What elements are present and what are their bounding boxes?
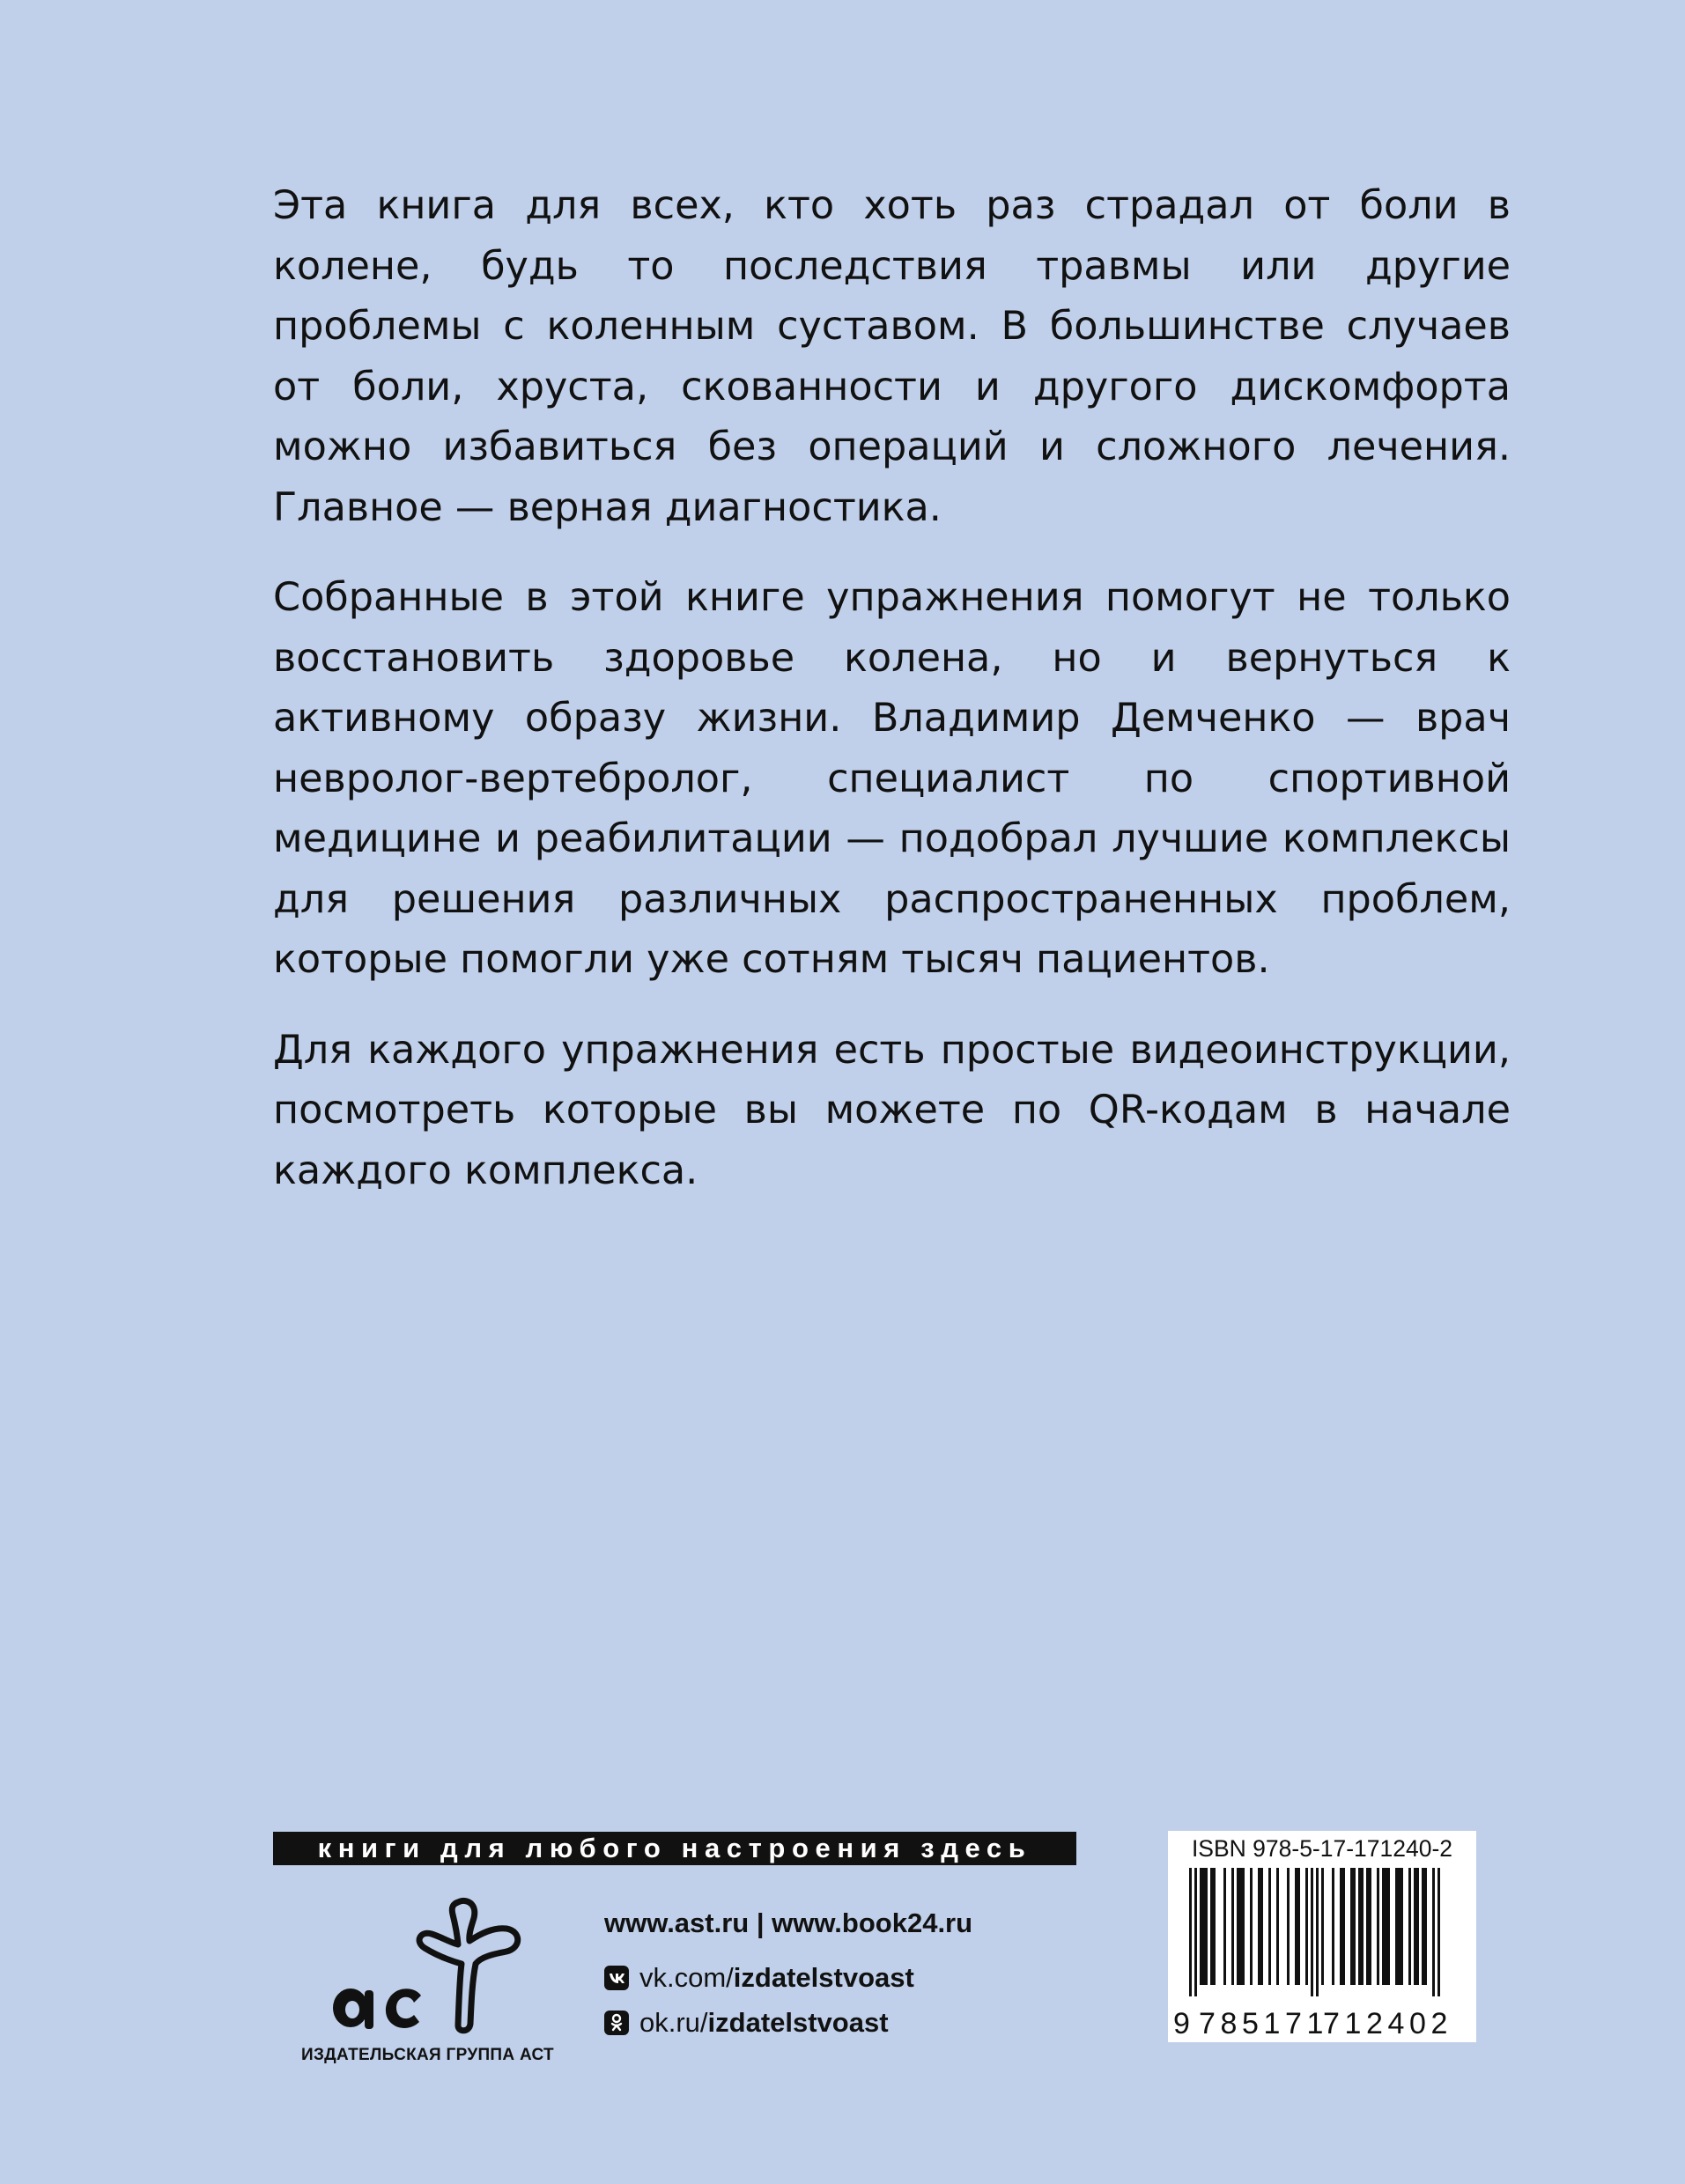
barcode-bar — [1387, 1868, 1390, 1985]
barcode-bar — [1223, 1868, 1226, 1985]
isbn-number: ISBN 978-5-17-171240-2 — [1191, 1835, 1453, 1862]
slogan-banner: книги для любого настроения здесь — [273, 1832, 1076, 1865]
barcode-bar — [1342, 1868, 1345, 1985]
ok-handle: izdatelstvoast — [707, 2007, 889, 2038]
barcode-bar — [1200, 1868, 1202, 1985]
barcode-graphic — [1168, 1831, 1476, 2042]
barcode-bar — [1340, 1868, 1342, 1985]
ok-prefix: ok.ru/ — [639, 2007, 708, 2038]
barcode-bar — [1366, 1868, 1369, 1985]
barcode-bar — [1358, 1868, 1361, 1985]
barcode-bar — [1437, 1868, 1440, 1996]
barcode-bar — [1202, 1868, 1205, 1985]
barcode-bar — [1414, 1868, 1416, 1985]
barcode-bar — [1316, 1868, 1319, 1996]
barcode-bar — [1237, 1868, 1239, 1985]
cover-blurb — [273, 176, 1511, 1231]
logo-letter-c — [386, 1988, 421, 2028]
barcode-bar — [1295, 1868, 1297, 1985]
barcode-digits: 785171 — [1199, 2007, 1329, 2040]
barcode-bar — [1250, 1868, 1253, 1985]
odnoklassniki-icon — [604, 2011, 629, 2035]
barcode-bar — [1287, 1868, 1290, 1985]
ok-link[interactable] — [604, 2005, 972, 2040]
barcode-digits: 712402 — [1323, 2007, 1453, 2040]
ast-logo — [326, 1885, 537, 2043]
barcode-bar — [1297, 1868, 1300, 1985]
barcode-bar — [1268, 1868, 1271, 1985]
vk-prefix: vk.com/ — [639, 1962, 734, 1993]
barcode-bar — [1408, 1868, 1411, 1985]
isbn-barcode — [1168, 1831, 1476, 2042]
barcode-bar — [1231, 1868, 1234, 1985]
website-links[interactable]: www.ast.ru | www.book24.ru — [604, 1907, 973, 1938]
barcode-digits: 9 — [1173, 2007, 1195, 2040]
vk-icon — [604, 1966, 629, 1990]
blurb-paragraph-1: Эта книга для всех, кто хоть раз страдал от боли в колене, будь то последствия травмы или другие проблемы с коленным суставом. В большинстве случаев от боли, хруста, скованности и другого дискомфорта можно избавиться без операций и сложного лечения. Главное — верная диагностика. — [273, 183, 1511, 530]
barcode-bar — [1432, 1868, 1435, 1996]
barcode-bar — [1361, 1868, 1364, 1985]
vk-handle: izdatelstvoast — [733, 1962, 914, 1993]
barcode-bar — [1377, 1868, 1379, 1985]
barcode-bar — [1400, 1868, 1403, 1985]
logo-letter-a — [333, 1988, 373, 2029]
barcode-bar — [1194, 1868, 1197, 1996]
barcode-bar — [1239, 1868, 1242, 1985]
vk-link[interactable] — [604, 1960, 972, 1996]
barcode-bar — [1385, 1868, 1387, 1985]
barcode-bar — [1258, 1868, 1260, 1985]
barcode-bar — [1242, 1868, 1245, 1985]
ast-logo-icon — [326, 1885, 537, 2043]
barcode-bar — [1189, 1868, 1192, 1996]
barcode-bar — [1369, 1868, 1371, 1985]
barcode-bar — [1422, 1868, 1424, 1985]
barcode-bar — [1382, 1868, 1385, 1985]
barcode-bar — [1305, 1868, 1308, 1985]
barcode-bar — [1353, 1868, 1356, 1985]
barcode-bar — [1321, 1868, 1324, 1985]
barcode-bar — [1210, 1868, 1213, 1985]
barcode-bar — [1260, 1868, 1263, 1985]
publisher-name: ИЗДАТЕЛЬСКАЯ ГРУППА АСТ — [301, 2046, 554, 2064]
barcode-bar — [1332, 1868, 1334, 1985]
blurb-paragraph-2: Собранные в этой книге упражнения помогут не только восстановить здоровье колена, но и вернуться к активному образу жизни. Владимир Демченко — врач невролог-вертебролог, специалист по спортивной медицине и реабилитации — подобрал лучшие комплексы для решения различных распространенных проблем, которые помогли уже сотням тысяч пациентов. — [273, 575, 1511, 982]
barcode-bar — [1424, 1868, 1427, 1985]
barcode-bar — [1350, 1868, 1353, 1985]
barcode-bar — [1311, 1868, 1313, 1996]
barcode-bar — [1416, 1868, 1419, 1985]
publisher-links — [604, 1907, 972, 2050]
barcode-bar — [1276, 1868, 1279, 1985]
barcode-bar — [1398, 1868, 1400, 1985]
barcode-bar — [1213, 1868, 1216, 1985]
barcode-bar — [1205, 1868, 1208, 1985]
barcode-bar — [1395, 1868, 1398, 1985]
blurb-paragraph-3: Для каждого упражнения есть простые видеоинструкции, посмотреть которые вы можете по QR-кодам в начале каждого комплекса. — [273, 1027, 1511, 1193]
